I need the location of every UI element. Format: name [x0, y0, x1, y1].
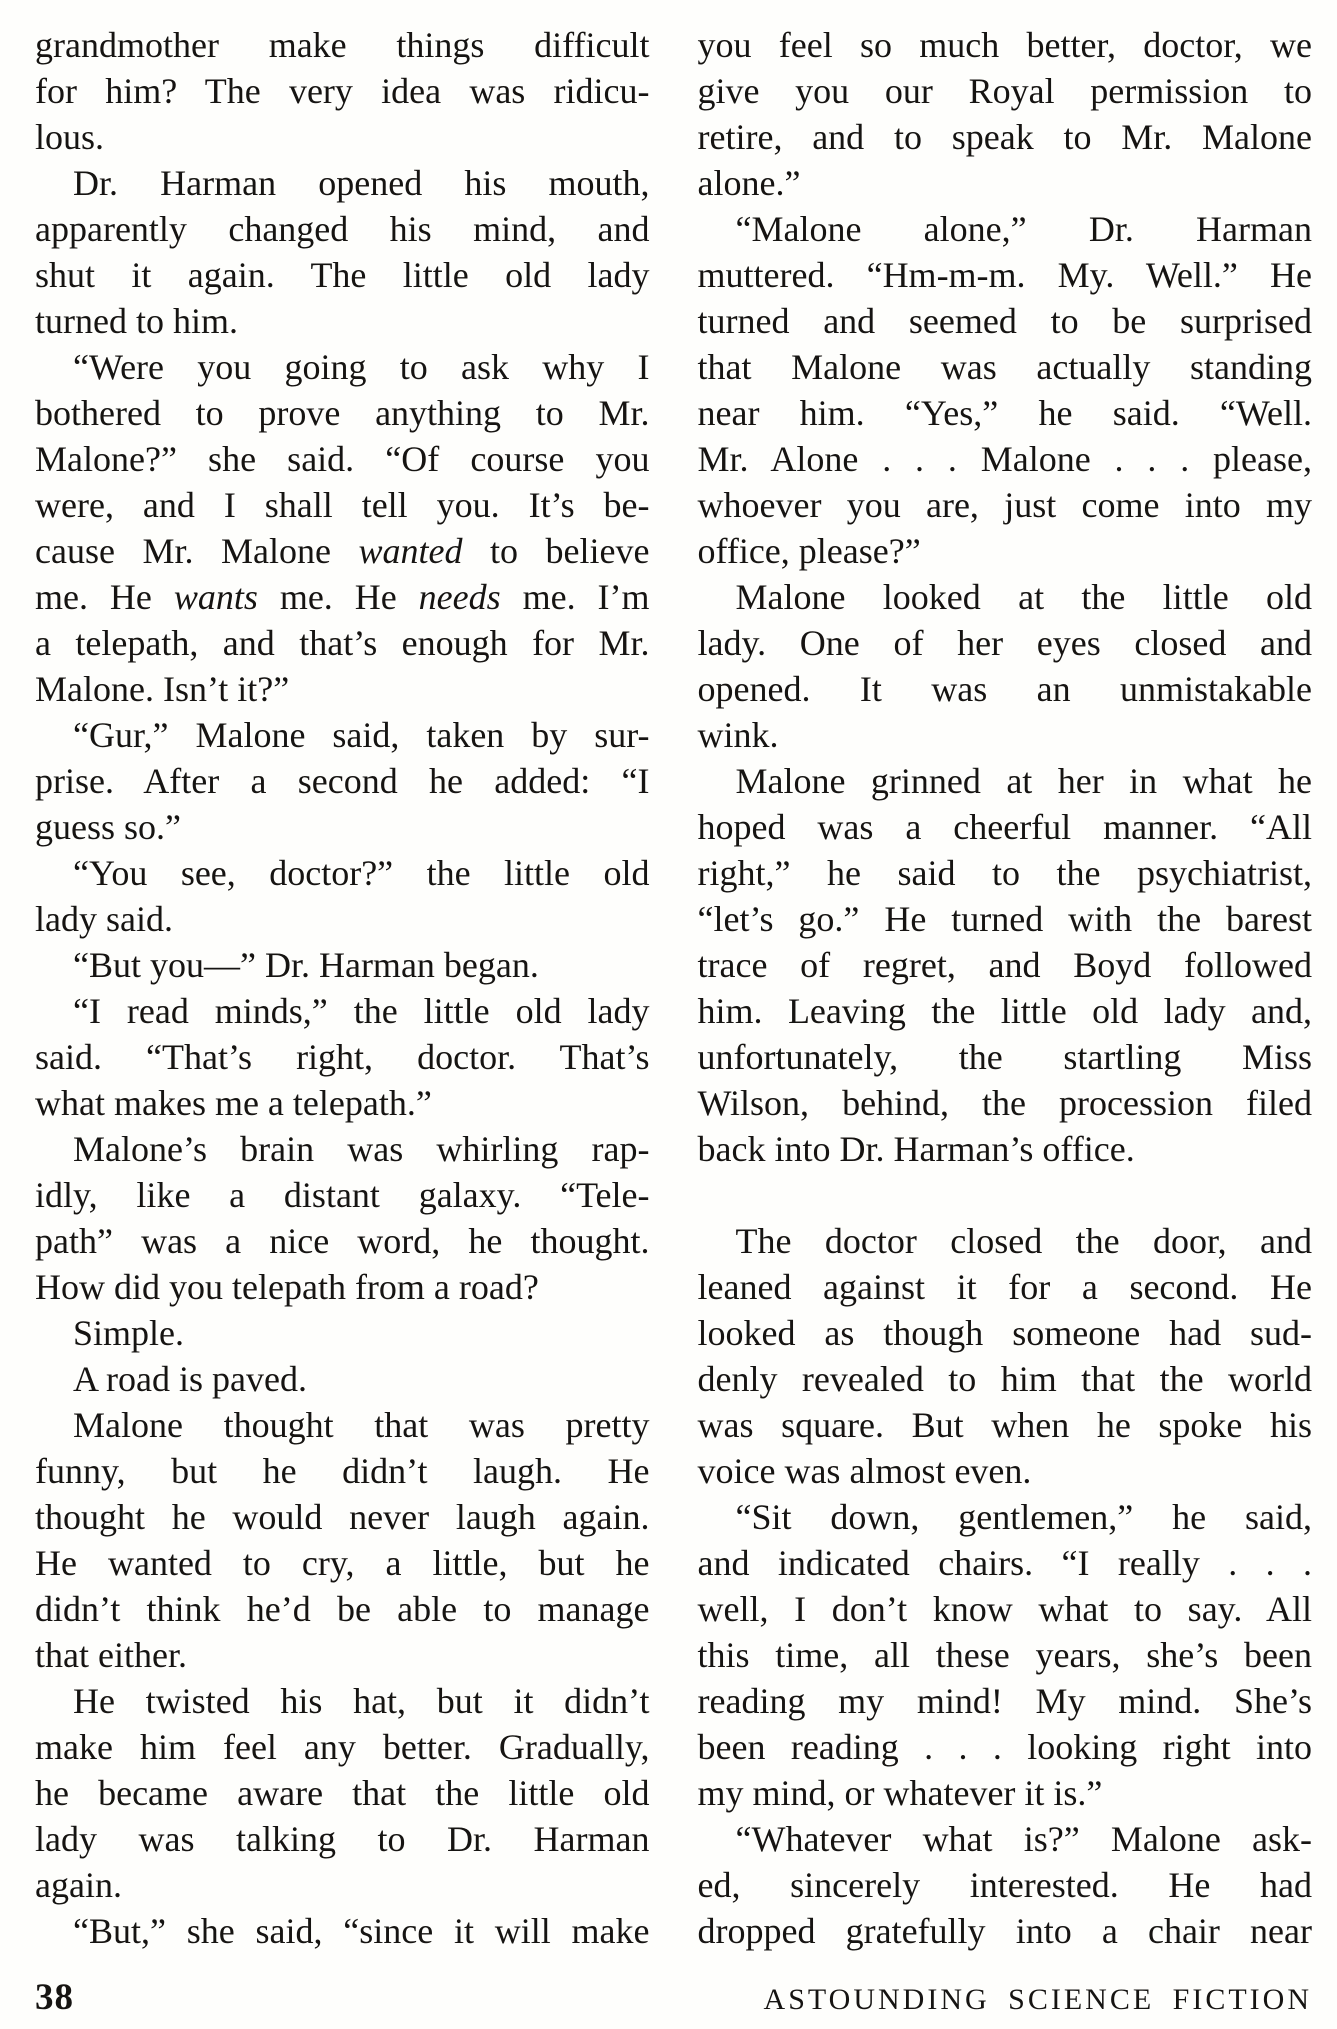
text-line: lous. — [35, 117, 105, 157]
text-line: make him feel any better. Gradually, — [35, 1727, 650, 1767]
text-line: looked as though someone had sud- — [697, 1313, 1312, 1353]
text-line: denly revealed to him that the world — [697, 1359, 1312, 1399]
text-line: “You see, doctor?” the little old — [73, 853, 650, 893]
column-left — [35, 22, 650, 1954]
text-line: Malone grinned at her in what he — [735, 761, 1312, 801]
text-columns — [35, 22, 1312, 1954]
text-line: “let’s go.” He turned with the barest — [697, 899, 1312, 939]
text-line: opened. It was an unmistakable — [697, 669, 1312, 709]
text-line: what makes me a telepath.” — [35, 1083, 432, 1123]
text-line: and indicated chairs. “I really . . . — [697, 1543, 1312, 1583]
text-line: “I read minds,” the little old lady — [73, 991, 650, 1031]
text-line: retire, and to speak to Mr. Malone — [697, 117, 1312, 157]
text-line: “Sit down, gentlemen,” he said, — [735, 1497, 1312, 1537]
text-line: a telepath, and that’s enough for Mr. — [35, 623, 650, 663]
text-line: dropped gratefully into a chair near — [697, 1911, 1312, 1951]
page-footer — [35, 1976, 1312, 2019]
text-line: leaned against it for a second. He — [697, 1267, 1312, 1307]
text-line: been reading . . . looking right into — [697, 1727, 1312, 1767]
text-line: thought he would never laugh again. — [35, 1497, 650, 1537]
text-line: him. Leaving the little old lady and, — [697, 991, 1312, 1031]
text-line: He wanted to cry, a little, but he — [35, 1543, 650, 1583]
text-line: unfortunately, the startling Miss — [697, 1037, 1312, 1077]
text-line: reading my mind! My mind. She’s — [697, 1681, 1312, 1721]
text-line: he became aware that the little old — [35, 1773, 650, 1813]
page-number: 38 — [35, 1977, 74, 2018]
text-line: A road is paved. — [73, 1359, 307, 1399]
text-line: apparently changed his mind, and — [35, 209, 650, 249]
text-line: “But you—” Dr. Harman began. — [73, 945, 539, 985]
text-line: hoped was a cheerful manner. “All — [697, 807, 1312, 847]
text-line: well, I don’t know what to say. All — [697, 1589, 1312, 1629]
text-line: office, please?” — [697, 531, 921, 571]
text-line: you feel so much better, doctor, we — [697, 25, 1312, 65]
text-line: again. — [35, 1865, 122, 1905]
text-line: funny, but he didn’t laugh. He — [35, 1451, 650, 1491]
column-right — [698, 22, 1313, 1954]
text-line: “Malone alone,” Dr. Harman — [735, 209, 1312, 249]
text-line: Malone looked at the little old — [735, 577, 1312, 617]
text-line: Malone?” she said. “Of course you — [35, 439, 650, 479]
text-line: turned and seemed to be surprised — [697, 301, 1312, 341]
text-line: cause Mr. Malone wanted to believe — [35, 531, 650, 571]
text-line: trace of regret, and Boyd followed — [697, 945, 1312, 985]
text-line: “But,” she said, “since it will make — [73, 1911, 650, 1951]
text-line: How did you telepath from a road? — [35, 1267, 539, 1307]
text-line: “Gur,” Malone said, taken by sur- — [73, 715, 650, 755]
text-line: Malone’s brain was whirling rap- — [73, 1129, 650, 1169]
text-line: Dr. Harman opened his mouth, — [73, 163, 650, 203]
text-line: me. He wants me. He needs me. I’m — [35, 577, 650, 617]
text-line: He twisted his hat, but it didn’t — [73, 1681, 650, 1721]
text-line: my mind, or whatever it is.” — [697, 1773, 1103, 1813]
text-line: path” was a nice word, he thought. — [35, 1221, 650, 1261]
text-line: “Were you going to ask why I — [73, 347, 650, 387]
text-line: alone.” — [697, 163, 801, 203]
text-line: lady said. — [35, 899, 173, 939]
text-line: this time, all these years, she’s been — [697, 1635, 1312, 1675]
text-line: right,” he said to the psychiatrist, — [697, 853, 1312, 893]
text-line: idly, like a distant galaxy. “Tele- — [35, 1175, 650, 1215]
text-line: give you our Royal permission to — [697, 71, 1312, 111]
text-line: guess so.” — [35, 807, 181, 847]
text-line: lady. One of her eyes closed and — [697, 623, 1312, 663]
text-line: whoever you are, just come into my — [697, 485, 1312, 525]
text-line: back into Dr. Harman’s office. — [697, 1129, 1135, 1169]
text-line: Simple. — [73, 1313, 185, 1353]
text-line: were, and I shall tell you. It’s be- — [35, 485, 650, 525]
text-line: wink. — [697, 715, 779, 755]
text-line: ed, sincerely interested. He had — [697, 1865, 1312, 1905]
text-line: grandmother make things difficult — [35, 25, 650, 65]
text-line: said. “That’s right, doctor. That’s — [35, 1037, 650, 1077]
text-line: Wilson, behind, the procession filed — [697, 1083, 1312, 1123]
text-line: The doctor closed the door, and — [735, 1221, 1312, 1261]
magazine-title: ASTOUNDING SCIENCE FICTION — [763, 1983, 1312, 2016]
text-line: didn’t think he’d be able to manage — [35, 1589, 650, 1629]
text-line: for him? The very idea was ridicu- — [35, 71, 650, 111]
text-line: lady was talking to Dr. Harman — [35, 1819, 650, 1859]
text-line: Mr. Alone . . . Malone . . . please, — [697, 439, 1312, 479]
text-line: that either. — [35, 1635, 187, 1675]
text-line: Malone. Isn’t it?” — [35, 669, 290, 709]
text-line: muttered. “Hm-m-m. My. Well.” He — [697, 255, 1312, 295]
text-line: “Whatever what is?” Malone ask- — [735, 1819, 1312, 1859]
text-line: bothered to prove anything to Mr. — [35, 393, 650, 433]
text-line: near him. “Yes,” he said. “Well. — [697, 393, 1312, 433]
text-line: turned to him. — [35, 301, 238, 341]
text-line: was square. But when he spoke his — [697, 1405, 1312, 1445]
text-line: that Malone was actually standing — [697, 347, 1312, 387]
text-line: Malone thought that was pretty — [73, 1405, 650, 1445]
text-line: prise. After a second he added: “I — [35, 761, 650, 801]
text-line: voice was almost even. — [697, 1451, 1032, 1491]
text-line: shut it again. The little old lady — [35, 255, 650, 295]
section-break — [698, 1172, 1313, 1218]
